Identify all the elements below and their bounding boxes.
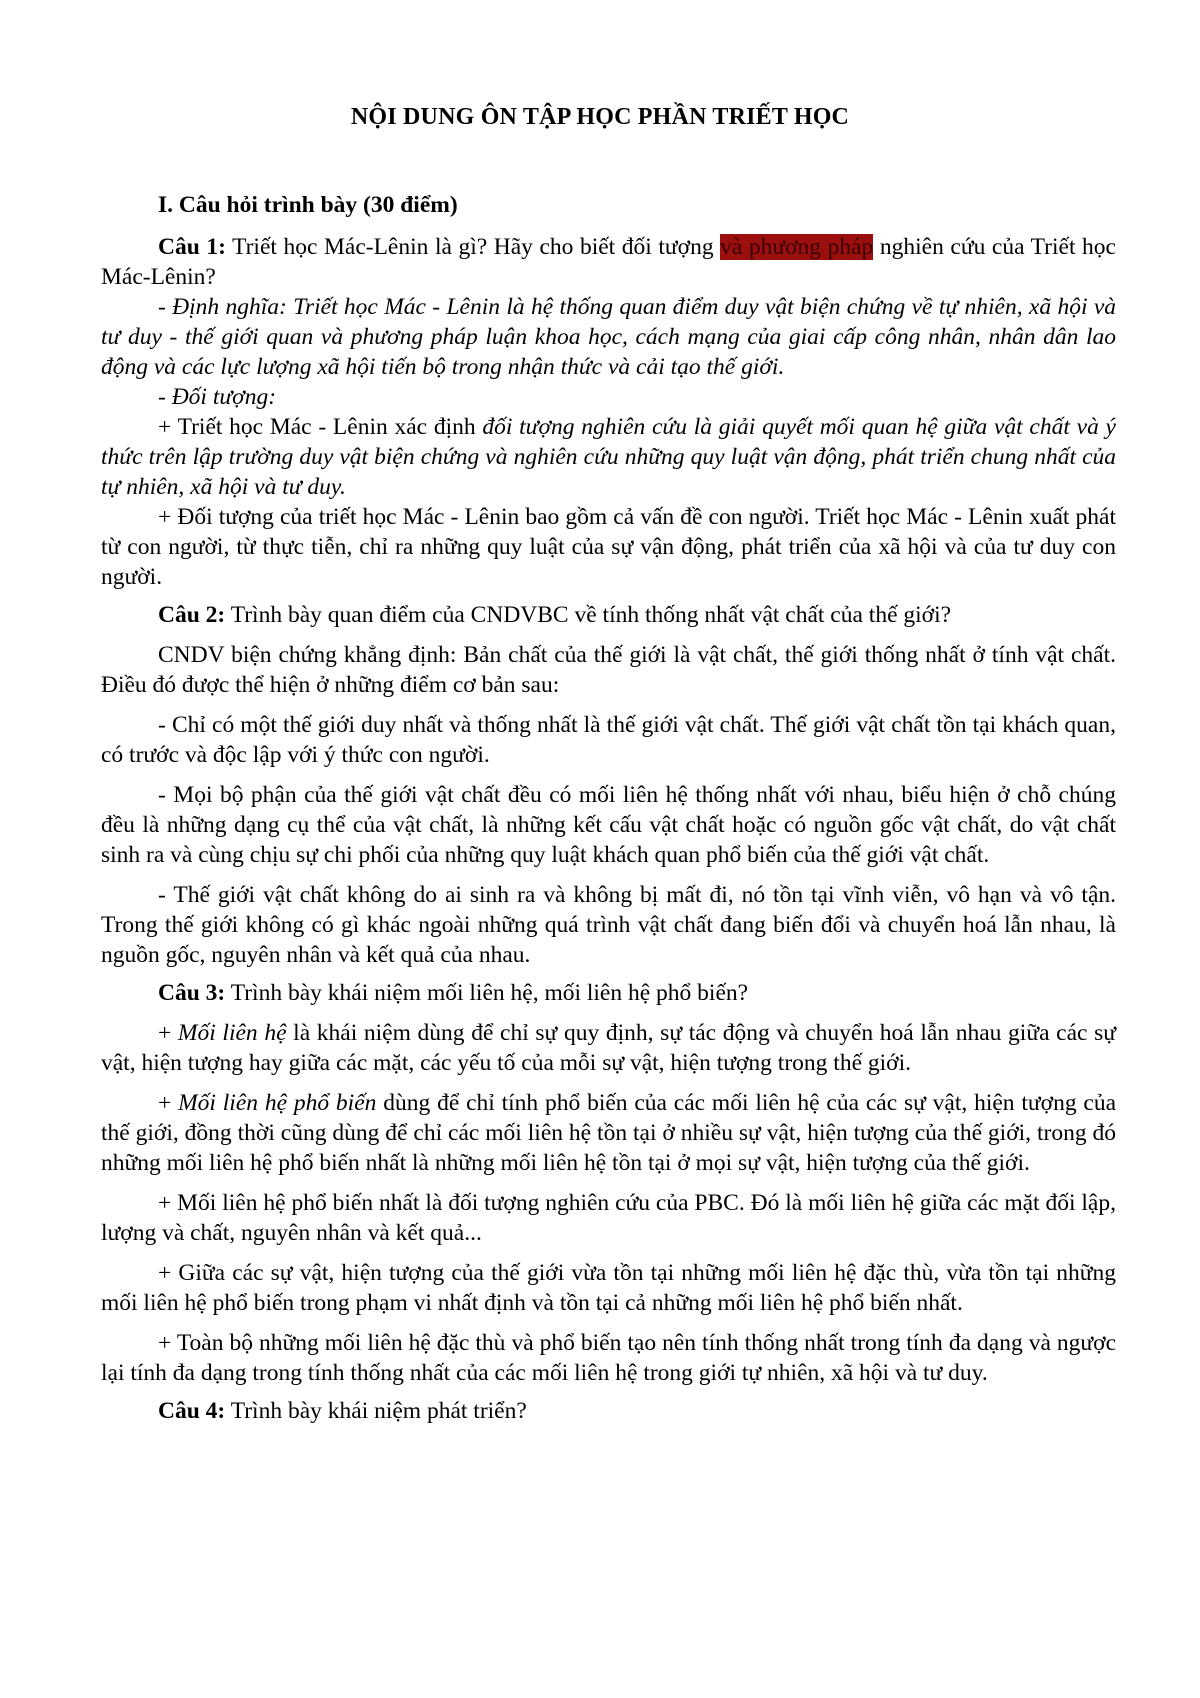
question-text: Triết học Mác-Lênin là gì? Hãy cho biết đối tượng (225, 234, 721, 260)
paragraph-text: là khái niệm dùng để chỉ sự quy định, sự tác động và chuyển hoá lẫn nhau giữa các sự vật, hiện tượng hay giữa các mặt, các yếu tố của mỗi sự vật, hiện tượng trong thế giới. (101, 1020, 1116, 1076)
paragraph: + Toàn bộ những mối liên hệ đặc thù và phổ biến tạo nên tính thống nhất trong tính đa dạng và ngược lại tính đa dạng trong tính thống nhất của các mối liên hệ trong giới tự nhiên, xã hội và tư duy. (101, 1330, 1116, 1386)
paragraph: CNDV biện chứng khẳng định: Bản chất của thế giới là vật chất, thế giới thống nhất ở tính vật chất. Điều đó được thể hiện ở những điểm cơ bản sau: (101, 642, 1116, 698)
paragraph: - Mọi bộ phận của thế giới vật chất đều có mối liên hệ thống nhất với nhau, biểu hiện ở chỗ chúng đều là những dạng cụ thể của vật chất, là những kết cấu vật chất hoặc có nguồn gốc vật chất, do vật chất sinh ra và cùng chịu sự chi phối của những quy luật khách quan phổ biến của thế giới vật chất. (101, 782, 1116, 868)
question-label: Câu 2: (158, 602, 226, 628)
paragraph: + Mối liên hệ phổ biến nhất là đối tượng nghiên cứu của PBC. Đó là mối liên hệ giữa các mặt đối lập, lượng và chất, nguyên nhân và kết quả... (101, 1190, 1116, 1246)
question-text: nghiên cứu của Triết học Mác-Lênin? (101, 234, 1116, 290)
question-2 (101, 600, 1116, 630)
question-text: Trình bày quan điểm của CNDVBC về tính thống nhất vật chất của thế giới? (225, 602, 952, 628)
definition-paragraph: - Định nghĩa: Triết học Mác - Lênin là hệ thống quan điểm duy vật biện chứng về tự nhiên, xã hội và tư duy - thế giới quan và phương pháp luận khoa học, cách mạng của giai cấp công nhân, nhân dân lao động và các lực lượng xã hội tiến bộ trong nhận thức và cải tạo thế giới. (101, 294, 1116, 380)
object-label: - Đối tượng: (158, 384, 277, 410)
question-label: Câu 3: (158, 980, 226, 1006)
section-heading: I. Câu hỏi trình bày (30 điểm) (158, 192, 458, 218)
object-paragraph-1 (101, 412, 1116, 502)
question-label: Câu 1: (158, 234, 226, 260)
paragraph-text: + Triết học Mác - Lênin xác định (158, 414, 483, 440)
term: Mối liên hệ phổ biến (178, 1090, 377, 1116)
paragraph (101, 1018, 1116, 1078)
paragraph: - Thế giới vật chất không do ai sinh ra và không bị mất đi, nó tồn tại vĩnh viễn, vô hạn và vô tận. Trong thế giới không có gì khác ngoài những quá trình vật chất đang biến đổi và chuyển hoá lẫn nhau, là nguồn gốc, nguyên nhân và kết quả của nhau. (101, 882, 1116, 968)
italic-text: đối tượng nghiên cứu là giải quyết mối quan hệ giữa vật chất và ý thức trên lập trường duy vật biện chứng và nghiên cứu những quy luật vận động, phát triển chung nhất của tự nhiên, xã hội và tư duy. (101, 414, 1116, 500)
question-text: Trình bày khái niệm mối liên hệ, mối liên hệ phổ biến? (225, 980, 749, 1006)
document-body (101, 190, 1116, 1426)
paragraph-text: + (158, 1020, 178, 1046)
question-3 (101, 978, 1116, 1008)
paragraph-text: dùng để chỉ tính phổ biến của các mối liên hệ của các sự vật, hiện tượng của thế giới, đồng thời cũng dùng để chỉ các mối liên hệ tồn tại ở nhiều sự vật, hiện tượng của thế giới, trong đó những mối liên hệ phổ biến nhất là những mối liên hệ tồn tại ở mọi sự vật, hiện tượng của thế giới. (101, 1090, 1117, 1176)
highlighted-text: và phương pháp (720, 234, 874, 260)
question-1 (101, 232, 1116, 292)
question-text: Trình bày khái niệm phát triển? (225, 1398, 527, 1424)
paragraph (101, 1088, 1116, 1178)
question-4 (101, 1396, 1116, 1426)
term: Mối liên hệ (177, 1020, 287, 1046)
paragraph-text: + (158, 1090, 179, 1116)
question-label: Câu 4: (158, 1398, 226, 1424)
paragraph: + Giữa các sự vật, hiện tượng của thế giới vừa tồn tại những mối liên hệ đặc thù, vừa tồn tại những mối liên hệ phổ biến trong phạm vi nhất định và tồn tại cả những mối liên hệ phổ biến nhất. (101, 1260, 1116, 1316)
object-paragraph-2: + Đối tượng của triết học Mác - Lênin bao gồm cả vấn đề con người. Triết học Mác - Lênin xuất phát từ con người, từ thực tiễn, chỉ ra những quy luật của sự vận động, phát triển của xã hội và của tư duy con người. (101, 504, 1116, 590)
document-title: NỘI DUNG ÔN TẬP HỌC PHẦN TRIẾT HỌC (350, 104, 850, 130)
paragraph: - Chỉ có một thế giới duy nhất và thống nhất là thế giới vật chất. Thế giới vật chất tồn tại khách quan, có trước và độc lập với ý thức con người. (101, 712, 1116, 768)
